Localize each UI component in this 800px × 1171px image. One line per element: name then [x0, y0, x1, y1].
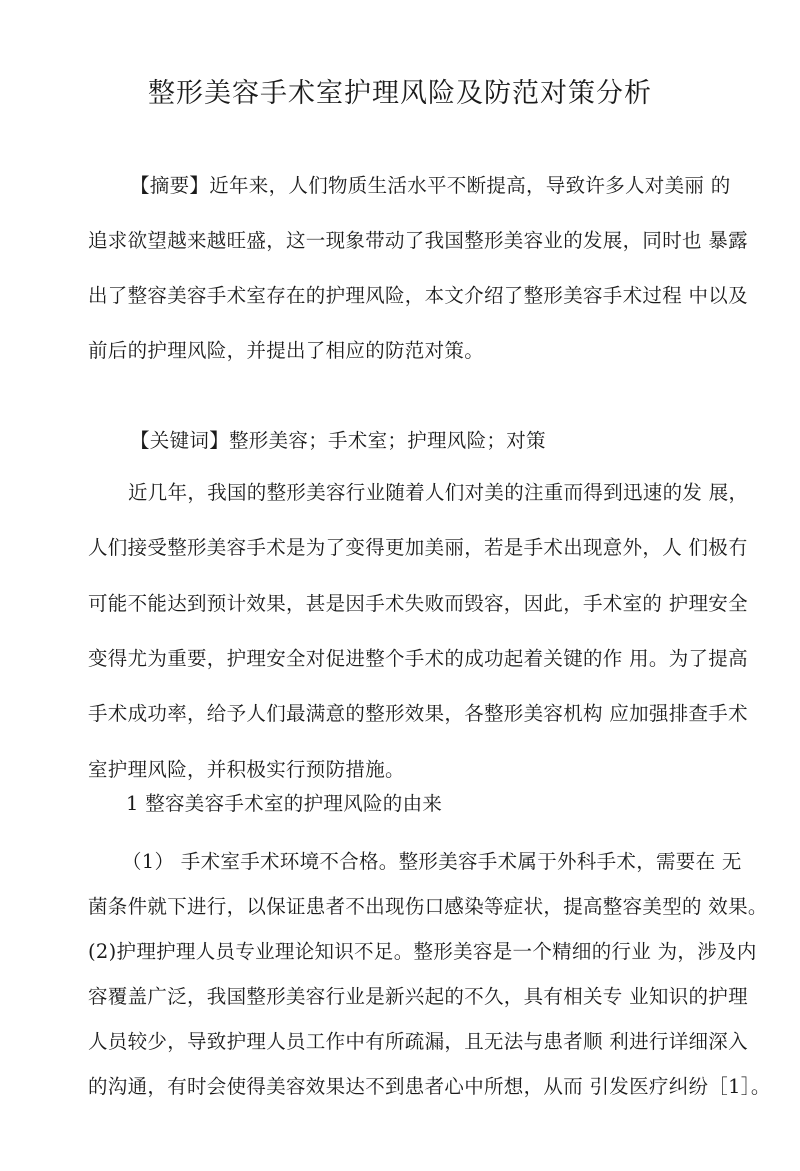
intro-line: 变得尤为重要，护理安全对促进整个手术的成功起着关键的作 用。为了提高	[88, 647, 748, 670]
intro-line: 可能不能达到预计效果，甚是因手术失败而毁容，因此，手术室的 护理安全	[88, 592, 748, 615]
keywords-line: 【关键词】整形美容；手术室；护理风险；对策	[130, 429, 546, 452]
abstract-line: 【摘要】近年来，人们物质生活水平不断提高，导致许多人对美丽 的	[130, 174, 731, 197]
section-line: （1） 手术室手术环境不合格。整形美容手术属于外科手术，需要在 无	[122, 850, 742, 873]
section-line: (2)护理护理人员专业理论知识不足。整形美容是一个精细的行业 为，涉及内	[88, 940, 757, 963]
section-line: 人员较少，导致护理人员工作中有所疏漏，且无法与患者顺 利进行详细深入	[88, 1030, 748, 1053]
intro-line: 室护理风险，并积极实行预防措施。	[88, 758, 405, 781]
abstract-line: 追求欲望越来越旺盛，这一现象带动了我国整形美容业的发展，同时也 暴露	[88, 229, 748, 252]
section-heading: 1 整容美容手术室的护理风险的由来	[126, 792, 443, 815]
section-line: 菌条件就下进行，以保证患者不出现伤口感染等症状，提高整容美型的 效果。	[88, 895, 768, 918]
abstract-line: 出了整容美容手术室存在的护理风险，本文介绍了整形美容手术过程 中以及	[88, 284, 748, 307]
section-line: 的沟通，有时会使得美容效果达不到患者心中所想，从而 引发医疗纠纷［1］。	[88, 1075, 771, 1098]
intro-line: 近几年，我国的整形美容行业随着人们对美的注重而得到迅速的发 展，	[128, 481, 749, 504]
document-title: 整形美容手术室护理风险及防范对策分析	[148, 78, 652, 109]
section-line: 容覆盖广泛，我国整形美容行业是新兴起的不久，具有相关专 业知识的护理	[88, 985, 748, 1008]
intro-line: 人们接受整形美容手术是为了变得更加美丽，若是手术出现意外，人 们极冇	[88, 536, 748, 559]
abstract-line: 前后的护理风险，并提出了相应的防范对策。	[88, 339, 485, 362]
intro-line: 手术成功率，给予人们最满意的整形效果，各整形美容机构 应加强排查手术	[88, 702, 748, 725]
